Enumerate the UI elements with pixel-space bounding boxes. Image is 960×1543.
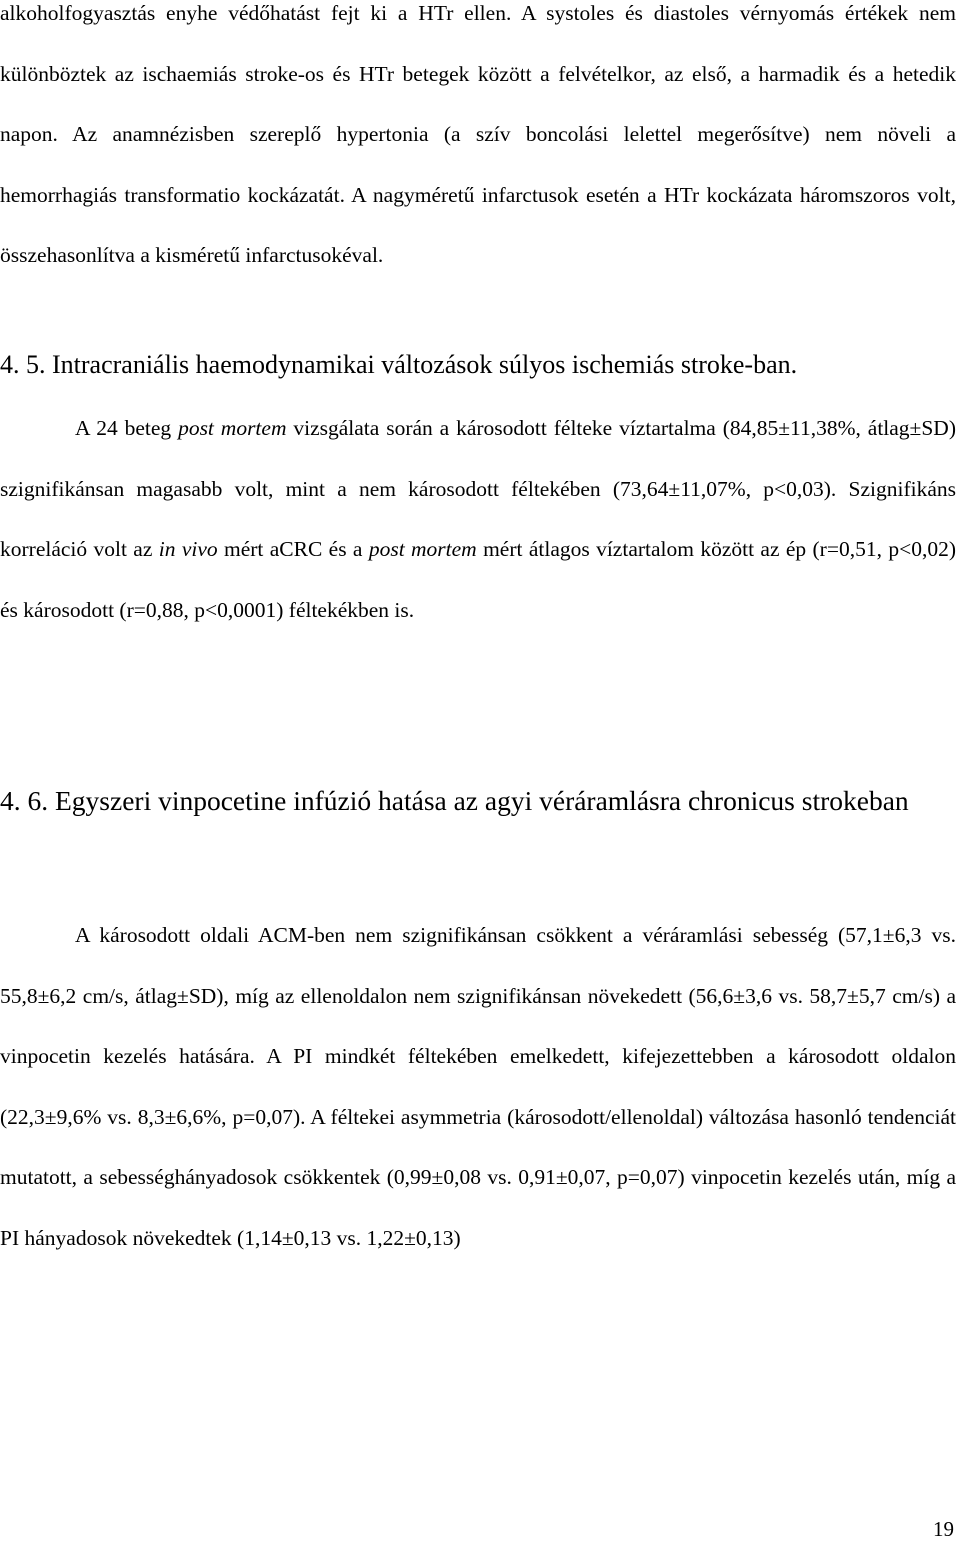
- section-4-5-emphasis-in-vivo: in vivo: [158, 537, 218, 561]
- section-4-6-paragraph: A károsodott oldali ACM-ben nem szignifikánsan csökkent a véráramlási sebesség (57,1±6,3 vs. 55,8±6,2 cm/s, átlag±SD), míg az ellenoldalon nem szignifikánsan növekedett (56,6±3,6 vs. 58,7±5,7 cm/s) a vinpocetin kezelés hatására. A PI mindkét féltekében emelkedett, kifejezettebben a károsodott oldalon (22,3±9,6% vs. 8,3±6,6%, p=0,07). A féltekei asymmetria (károsodott/ellenoldal) változása hasonló tendenciát mutatott, a sebességhányadosok csökkentek (0,99±0,08 vs. 0,91±0,07, p=0,07) vinpocetin kezelés után, míg a PI hányadosok növekedtek (1,14±0,13 vs. 1,22±0,13): [0, 923, 956, 1250]
- intro-paragraph: alkoholfogyasztás enyhe védőhatást fejt ki a HTr ellen. A systoles és diastoles vérnyomás értékek nem különböztek az ischaemiás stroke-os és HTr betegek között a felvételkor, az első, a harmadik és a hetedik napon. Az anamnézisben szereplő hypertonia (a szív boncolási lelettel megerősítve) nem növeli a hemorrhagiás transformatio kockázatát. A nagyméretű infarctusok esetén a HTr kockázata háromszoros volt, összehasonlítva a kisméretű infarctusokéval.: [0, 1, 956, 267]
- section-4-5-emphasis-post-mortem-2: post mortem: [368, 537, 477, 561]
- section-4-5-heading: 4. 5. Intracraniális haemodynamikai változások súlyos ischemiás stroke-ban.: [0, 350, 798, 379]
- section-4-5-text-2: vizsgálata során a károsodott félteke víztartalma (84,85±11,38%, átlag±SD) szignifikánsan magasabb volt, mint a nem károsodott féltekében (73,64±11,07%, p<0,03). Szignifikáns korreláció volt az: [0, 416, 956, 561]
- section-4-5-emphasis-post-mortem: post mortem: [178, 416, 287, 440]
- section-4-5-paragraph: [0, 398, 956, 640]
- section-4-5-text-1: A 24 beteg: [75, 416, 179, 440]
- section-4-6-heading: 4. 6. Egyszeri vinpocetine infúzió hatása az agyi véráramlásra chronicus strokeban: [0, 785, 909, 816]
- section-4-5-text-4: mért átlagos víztartalom között az ép (r=0,51, p<0,02) és károsodott (r=0,88, p<0,0001) féltekékben is.: [0, 537, 956, 622]
- page-number: 19: [933, 1517, 954, 1541]
- section-4-5-text-3: mért aCRC és a: [217, 537, 369, 561]
